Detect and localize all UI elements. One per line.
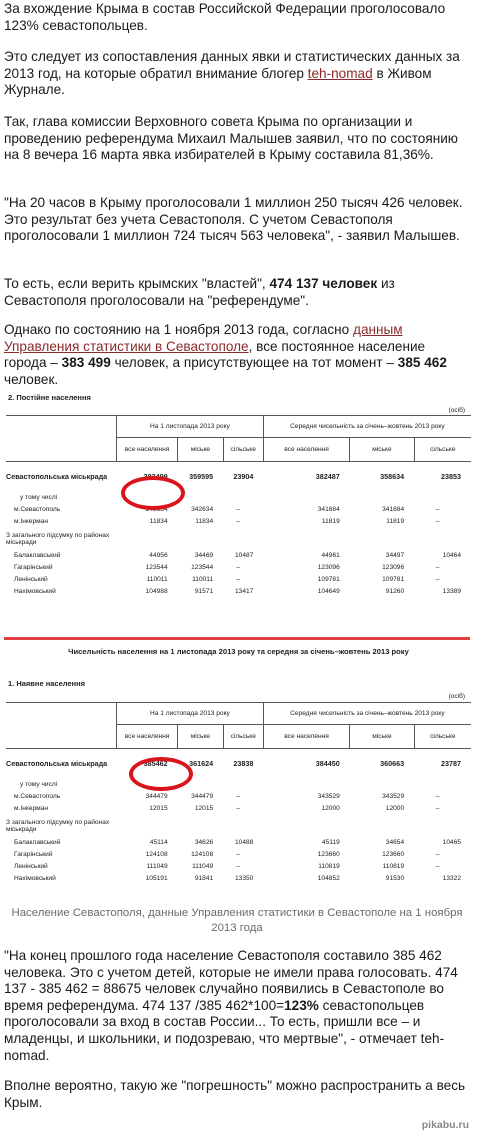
cell-value: 10464 bbox=[442, 552, 461, 559]
row-label: Ленінський bbox=[14, 576, 48, 583]
cell-value: 111049 bbox=[146, 863, 168, 870]
cell-value bbox=[223, 815, 263, 837]
table2-group-current: На 1 листопада 2013 року bbox=[117, 703, 264, 725]
cell-value: 34626 bbox=[194, 839, 214, 846]
cell-value: 10465 bbox=[442, 839, 461, 846]
table1-group-average: Середня чисельність за січень–жовтень 2013 року bbox=[263, 416, 471, 438]
cell-value: – bbox=[236, 851, 241, 858]
calculation-percent: 123% bbox=[284, 997, 319, 1013]
table2-col-header: все населення bbox=[263, 725, 349, 749]
cell-value: – bbox=[236, 863, 241, 870]
row-label: у тому числі bbox=[20, 494, 58, 501]
divider-line bbox=[4, 637, 470, 640]
table-row bbox=[6, 550, 471, 562]
table1-corner bbox=[6, 416, 117, 462]
cell-value: 385462 bbox=[143, 759, 168, 769]
cell-value bbox=[178, 528, 224, 550]
cell-value bbox=[414, 528, 471, 550]
table1-col-header: сільське bbox=[414, 438, 471, 462]
cell-value bbox=[414, 779, 471, 791]
population-text: Однако по состоянию на 1 ноября 2013 года, согласно bbox=[4, 322, 354, 337]
cell-value bbox=[263, 528, 349, 550]
cell-value: 110819 bbox=[382, 863, 405, 870]
cell-value: 109781 bbox=[317, 576, 340, 583]
cell-value: 13389 bbox=[442, 588, 461, 595]
cell-value: 91571 bbox=[194, 588, 214, 595]
cell-value: 341684 bbox=[317, 506, 340, 513]
cell-value: 341684 bbox=[382, 506, 405, 513]
statistics-office-link[interactable]: данным Управления статистики в Севастополе bbox=[4, 322, 403, 354]
cell-value: 124108 bbox=[191, 851, 214, 858]
cell-value bbox=[414, 492, 471, 504]
population-text-end: человек. bbox=[4, 371, 59, 387]
cell-value: 123096 bbox=[382, 564, 405, 571]
cell-value: 109781 bbox=[382, 576, 405, 583]
cell-value bbox=[263, 492, 349, 504]
cell-value: 91530 bbox=[385, 875, 405, 882]
cell-value: 123660 bbox=[317, 851, 340, 858]
cell-value: 343529 bbox=[382, 793, 405, 800]
row-label: Нахімовський bbox=[14, 588, 56, 595]
cell-value: 91260 bbox=[385, 588, 405, 595]
table-row bbox=[6, 791, 471, 803]
cell-value: 11834 bbox=[149, 518, 168, 525]
cell-value: 45119 bbox=[321, 839, 340, 846]
table1-unit: (осіб) bbox=[448, 407, 465, 414]
cell-value bbox=[223, 779, 263, 791]
cell-value: – bbox=[236, 518, 241, 525]
table-row bbox=[6, 803, 471, 815]
cell-value: 123096 bbox=[317, 564, 340, 571]
table2-group-average: Середня чисельність за січень–жовтень 2013 року bbox=[263, 703, 471, 725]
calculation-text-end: севастопольцев проголосовали за вход в состав России... То есть, пришли все – и младенцы, и школьники, и подозреваю, что мертвые", - отмечает teh-nomad. bbox=[4, 997, 445, 1063]
table-row bbox=[6, 528, 471, 550]
paragraph-malyshev: Так, глава комиссии Верховного совета Крыма по организации и проведению референдума Михаил Малышев заявил, что по состоянию на 8 вечера 16 марта явка избирателей в Крыму составила 81,36%. bbox=[4, 114, 458, 163]
cell-value: 343529 bbox=[317, 793, 340, 800]
row-label: Балаклавський bbox=[14, 839, 61, 846]
paragraph-quote: "На 20 часов в Крыму проголосовали 1 миллион 250 тысяч 426 человек. Это результат без учета Севастополя. С учетом Севастополя проголосовали 1 миллион 724 тысяч 563 человека", - заявил Малышев. bbox=[4, 195, 463, 244]
cell-value: 110011 bbox=[192, 576, 214, 583]
cell-value: 344479 bbox=[145, 793, 168, 800]
paragraph-votes bbox=[4, 276, 470, 309]
highlight-circle-383499 bbox=[121, 476, 185, 510]
cell-value: 359595 bbox=[189, 472, 214, 482]
statistics-table-present bbox=[6, 645, 471, 900]
paragraph-calculation bbox=[4, 948, 470, 1064]
cell-value: 10487 bbox=[234, 552, 254, 559]
row-label: у тому числі bbox=[20, 781, 58, 788]
teh-nomad-link[interactable]: teh-nomad bbox=[307, 65, 373, 81]
table-row bbox=[6, 586, 471, 598]
cell-value bbox=[350, 815, 414, 837]
calculation-text: "На конец прошлого года население Севастополя составило 385 462 человека. Это с учетом детей, которые не имели права голосовать. 474 137 - 385 462 = 88675 человек случайно появились в Севастополе во время референдума. 474 137 /385 462*100= bbox=[4, 948, 458, 1013]
cell-value: 34654 bbox=[385, 839, 405, 846]
row-label: Ленінський bbox=[14, 863, 48, 870]
row-label: м.Севастополь bbox=[14, 506, 61, 513]
cell-value: 383499 bbox=[143, 472, 168, 482]
cell-value bbox=[117, 528, 178, 550]
figure-caption: Население Севастополя, данные Управления статистики в Севастополе на 1 ноября 2013 года bbox=[11, 907, 463, 934]
cell-value bbox=[223, 492, 263, 504]
population-text-mid: , все постоянное население города – bbox=[4, 338, 426, 371]
cell-value: 34469 bbox=[194, 552, 214, 559]
paragraph-source-text-end: в Живом Журнале. bbox=[4, 65, 432, 98]
row-label: Севастопольська міськрада bbox=[6, 472, 108, 482]
cell-value bbox=[414, 815, 471, 837]
table-row bbox=[6, 749, 471, 779]
table1-col-header: міське bbox=[350, 438, 414, 462]
table2-col-header: все населення bbox=[117, 725, 178, 749]
cell-value: 13417 bbox=[234, 588, 254, 595]
cell-value: 11819 bbox=[321, 518, 340, 525]
cell-value: 23904 bbox=[233, 472, 254, 482]
table1-col-header: все населення bbox=[263, 438, 349, 462]
table2-corner bbox=[6, 703, 117, 749]
row-label: Балаклавський bbox=[14, 552, 61, 559]
cell-value: 11834 bbox=[195, 518, 214, 525]
cell-value: 12015 bbox=[194, 805, 214, 812]
row-label: м.Севастополь bbox=[14, 793, 61, 800]
table-row bbox=[6, 516, 471, 528]
table-row bbox=[6, 837, 471, 849]
table2-col-header: міське bbox=[178, 725, 224, 749]
cell-value: 123544 bbox=[145, 564, 168, 571]
table-row bbox=[6, 562, 471, 574]
cell-value: 342634 bbox=[145, 506, 168, 513]
cell-value: – bbox=[435, 506, 440, 513]
present-population: 385 462 bbox=[397, 355, 447, 371]
table1-section-title: 2. Постійне населення bbox=[8, 393, 91, 402]
cell-value: 13350 bbox=[234, 875, 254, 882]
cell-value: – bbox=[435, 863, 440, 870]
table2-col-header: міське bbox=[350, 725, 414, 749]
cell-value: – bbox=[435, 518, 440, 525]
cell-value: 344479 bbox=[191, 793, 214, 800]
table2-col-header: сільське bbox=[414, 725, 471, 749]
paragraph-conclusion: Вполне вероятно, такую же "погрешность" можно распространить а весь Крым. bbox=[4, 1078, 466, 1110]
cell-value: – bbox=[435, 564, 440, 571]
votes-text-end: из Севастополя проголосовали на "референдуме". bbox=[4, 276, 395, 308]
cell-value: 23853 bbox=[441, 472, 461, 482]
cell-value: 110011 bbox=[146, 576, 168, 583]
cell-value: – bbox=[435, 576, 440, 583]
population-text-mid2: человек, а присутствующее на тот момент – bbox=[110, 355, 398, 371]
cell-value: 124108 bbox=[145, 851, 168, 858]
cell-value: 382487 bbox=[315, 472, 340, 482]
paragraph-population bbox=[4, 322, 470, 388]
cell-value: 360663 bbox=[380, 759, 405, 769]
statistics-table-permanent bbox=[6, 393, 471, 623]
votes-text: То есть, если верить крымских "властей", bbox=[4, 276, 270, 291]
row-label: Нахімовський bbox=[14, 875, 56, 882]
cell-value: – bbox=[236, 805, 241, 812]
cell-value: – bbox=[435, 793, 440, 800]
paragraph-intro: За вхождение Крыма в состав Российской Федерации проголосовало 123% севастопольцев. bbox=[4, 1, 446, 33]
paragraph-source bbox=[4, 49, 470, 99]
cell-value: – bbox=[236, 564, 241, 571]
cell-value: 384450 bbox=[315, 759, 340, 769]
cell-value: 91841 bbox=[194, 875, 214, 882]
table2-grid bbox=[6, 702, 471, 885]
cell-value bbox=[350, 492, 414, 504]
row-label: Гагарінський bbox=[14, 851, 53, 858]
table-row bbox=[6, 574, 471, 586]
row-label: Гагарінський bbox=[14, 564, 53, 571]
cell-value: 45114 bbox=[149, 839, 168, 846]
cell-value: 104988 bbox=[145, 588, 168, 595]
cell-value: 110819 bbox=[318, 863, 340, 870]
highlight-circle-385462 bbox=[129, 757, 193, 791]
cell-value bbox=[263, 779, 349, 791]
table-row bbox=[6, 849, 471, 861]
table2-heading: Чисельність населення на 1 листопада 2013 року та середня за січень–жовтень 2013 року bbox=[68, 647, 409, 656]
table-row bbox=[6, 462, 471, 492]
table-row bbox=[6, 861, 471, 873]
table2-col-header: сільське bbox=[223, 725, 263, 749]
table2-unit: (осіб) bbox=[448, 693, 465, 700]
cell-value bbox=[178, 815, 224, 837]
table-row bbox=[6, 492, 471, 504]
permanent-population: 383 499 bbox=[61, 355, 111, 371]
pikabu-logo: pikabu.ru bbox=[421, 1119, 469, 1131]
cell-value bbox=[263, 815, 349, 837]
cell-value: 44956 bbox=[149, 552, 168, 559]
cell-value bbox=[350, 528, 414, 550]
cell-value: 12000 bbox=[321, 805, 340, 812]
cell-value: 104649 bbox=[317, 588, 340, 595]
cell-value: 23838 bbox=[233, 759, 254, 769]
cell-value: 34497 bbox=[385, 552, 405, 559]
paragraph-source-text: Это следует из сопоставления данных явки и статистических данных за 2013 год, на которые обратил внимание блогер bbox=[4, 49, 460, 81]
table-row bbox=[6, 815, 471, 837]
table1-grid bbox=[6, 415, 471, 598]
cell-value: 44961 bbox=[321, 552, 340, 559]
cell-value: 10488 bbox=[234, 839, 254, 846]
cell-value: 123660 bbox=[382, 851, 405, 858]
cell-value: 123544 bbox=[191, 564, 214, 571]
table-row bbox=[6, 873, 471, 885]
cell-value: – bbox=[236, 793, 241, 800]
table1-col-header: міське bbox=[178, 438, 224, 462]
cell-value: 11819 bbox=[386, 518, 405, 525]
votes-count: 474 137 человек bbox=[269, 276, 378, 291]
cell-value: – bbox=[236, 506, 241, 513]
row-label: м.Інкерман bbox=[14, 518, 48, 525]
cell-value: 361624 bbox=[189, 759, 214, 769]
table2-section-title: 1. Наявне населення bbox=[8, 679, 86, 688]
cell-value: 104852 bbox=[317, 875, 340, 882]
table1-col-header: сільське bbox=[223, 438, 263, 462]
cell-value bbox=[350, 779, 414, 791]
cell-value: 358634 bbox=[380, 472, 405, 482]
cell-value: 12000 bbox=[385, 805, 405, 812]
table1-group-current: На 1 листопада 2013 року bbox=[117, 416, 264, 438]
cell-value: 111049 bbox=[192, 863, 214, 870]
cell-value: 23787 bbox=[441, 759, 461, 769]
table-row bbox=[6, 779, 471, 791]
cell-value bbox=[117, 815, 178, 837]
table-row bbox=[6, 504, 471, 516]
row-label: м.Інкерман bbox=[14, 805, 48, 812]
cell-value: – bbox=[236, 576, 241, 583]
table1-col-header: все населення bbox=[117, 438, 178, 462]
row-label: Севастопольська міськрада bbox=[6, 759, 108, 769]
cell-value: – bbox=[435, 805, 440, 812]
row-label: З загального підсумку по районах міськради bbox=[6, 818, 110, 833]
row-label: З загального підсумку по районах міськради bbox=[6, 531, 110, 546]
cell-value: 342634 bbox=[191, 506, 214, 513]
cell-value bbox=[223, 528, 263, 550]
cell-value: 105191 bbox=[145, 875, 168, 882]
cell-value: 12015 bbox=[149, 805, 168, 812]
cell-value: 13322 bbox=[442, 875, 461, 882]
cell-value: – bbox=[435, 851, 440, 858]
